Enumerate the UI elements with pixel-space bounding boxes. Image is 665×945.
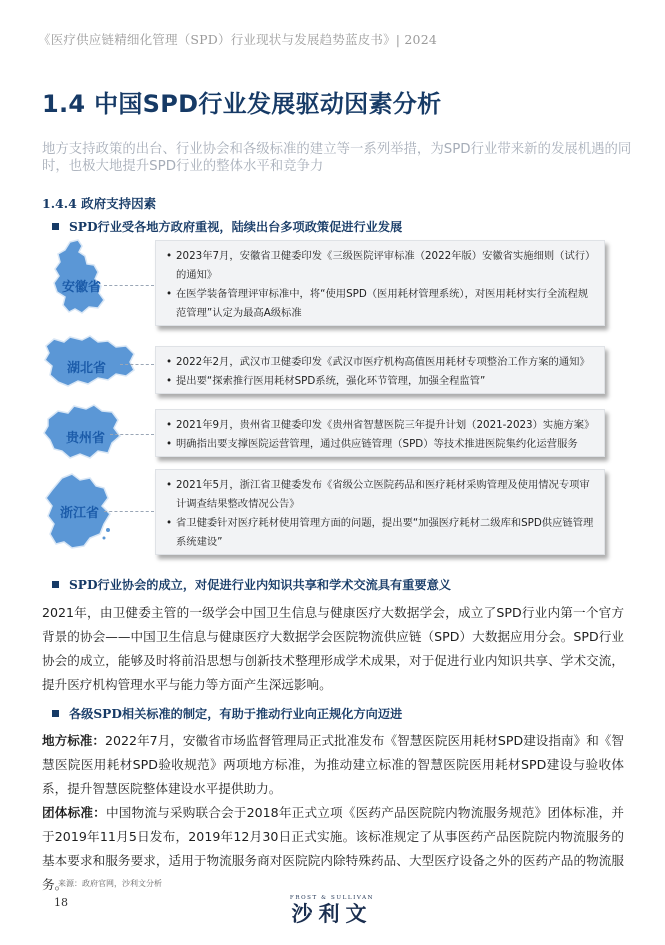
bullet-heading-1 xyxy=(52,218,402,235)
local-standard-paragraph xyxy=(42,729,624,801)
standard-text: 中国物流与采购联合会于2018年正式立项《医药产品医院院内物流服务规范》团体标准，并于2019年11月5日发布，2019年12月30日正式实施。该标准规定了从事医药产品医院院内物流服务的基本要求和服务要求，适用于物流服务商对医院院内除特殊药品、大型医疗设备之外的医药产品的物流服务。 xyxy=(42,805,624,892)
source-note: 来源：政府官网，沙利文分析 xyxy=(58,879,162,888)
standard-label: 地方标准： xyxy=(42,733,106,748)
policy-box-zhejiang xyxy=(155,469,605,555)
policy-item: • 提出要“探索推行医用耗材SPD系统，强化环节管理，加强全程监管” xyxy=(166,372,594,391)
association-paragraph: 2021年，由卫健委主管的一级学会中国卫生信息与健康医疗大数据学会，成立了SPD行业内第一个官方背景的协会——中国卫生信息与健康医疗大数据学会医院物流供应链（SPD）大数据应用分会。SPD行业协会的成立，能够及时将前沿思想与创新技术整理形成学术成果，对于促进行业内知识共享、学术交流，提升医疗机构管理水平与能力等方面产生深远影响。 xyxy=(42,605,624,692)
standard-text: 2022年7月，安徽省市场监督管理局正式批准发布《智慧医院医用耗材SPD建设指南》和《智慧医院医用耗材SPD验收规范》两项地方标准，为推动建立标准的智慧医院医用耗材SPD建设与验收体系，提升智慧医院整体建设水平提供助力。 xyxy=(42,733,625,796)
bullet-heading-2 xyxy=(52,576,451,593)
connector-line xyxy=(104,511,154,512)
section-heading: 1.4.4 政府支持因素 xyxy=(42,196,157,211)
policy-box-hubei xyxy=(155,346,605,394)
connector-line xyxy=(120,364,154,365)
policy-box-anhui xyxy=(155,240,605,326)
policy-item: • 在医学装备管理评审标准中，将“使用SPD（医用耗材管理系统），对医用耗材实行全流程规范管理”认定为最高A级标准 xyxy=(166,285,594,323)
bullet-heading-text: SPD行业受各地方政府重视，陆续出台多项政策促进行业发展 xyxy=(69,220,403,234)
policy-item: • 2023年7月，安徽省卫健委印发《三级医院评审标准（2022年版）安徽省实施细则（试行）的通知》 xyxy=(166,247,594,285)
report-header: 《医疗供应链精细化管理（SPD）行业现状与发展趋势蓝皮书》| 2024 xyxy=(38,32,437,47)
page-number: 18 xyxy=(54,896,68,909)
intro-text: 地方支持政策的出台、行业协会和各级标准的建立等一系列举措，为SPD行业带来新的发展机遇的同时，也极大地提升SPD行业的整体水平和竞争力 xyxy=(42,142,632,174)
policy-item: • 2022年2月，武汉市卫健委印发《武汉市医疗机构高值医用耗材专项整治工作方案的通知》 xyxy=(166,353,594,372)
policy-item: • 2021年5月，浙江省卫健委发布《省级公立医院药品和医疗耗材采购管理及使用情况专项审计调查结果整改情况公告》 xyxy=(166,476,594,514)
province-label-guizhou: 贵州省 xyxy=(66,431,106,446)
province-label-zhejiang: 浙江省 xyxy=(60,506,100,521)
frost-sullivan-logo xyxy=(282,895,382,927)
bullet-square-icon xyxy=(52,223,59,230)
policy-item: • 明确指出要支撑医院运营管理，通过供应链管理（SPD）等技术推进医院集约化运营服务 xyxy=(166,435,594,454)
province-label-anhui: 安徽省 xyxy=(62,280,102,295)
logo-english: FROST & SULLIVAN xyxy=(289,895,375,901)
bullet-square-icon xyxy=(52,710,59,717)
connector-line xyxy=(110,434,154,435)
connector-line xyxy=(104,285,154,286)
policy-item: • 2021年9月，贵州省卫健委印发《贵州省智慧医院三年提升计划（2021-2023）实施方案》 xyxy=(166,416,594,435)
bullet-heading-text: SPD行业协会的成立，对促进行业内知识共享和学术交流具有重要意义 xyxy=(69,578,451,592)
policy-box-guizhou xyxy=(155,409,605,457)
province-label-hubei: 湖北省 xyxy=(67,361,107,376)
standard-label: 团体标准： xyxy=(42,805,106,820)
page-title: 1.4 中国SPD行业发展驱动因素分析 xyxy=(42,90,442,118)
bullet-heading-3 xyxy=(52,705,402,722)
policy-item: • 省卫健委针对医疗耗材使用管理方面的问题，提出要“加强医疗耗材二级库和SPD供应链管理系统建设” xyxy=(166,514,594,552)
bullet-heading-text: 各级SPD相关标准的制定，有助于推动行业向正规化方向迈进 xyxy=(69,707,403,721)
bullet-square-icon xyxy=(52,581,59,588)
logo-chinese: 沙利文 xyxy=(291,902,373,926)
